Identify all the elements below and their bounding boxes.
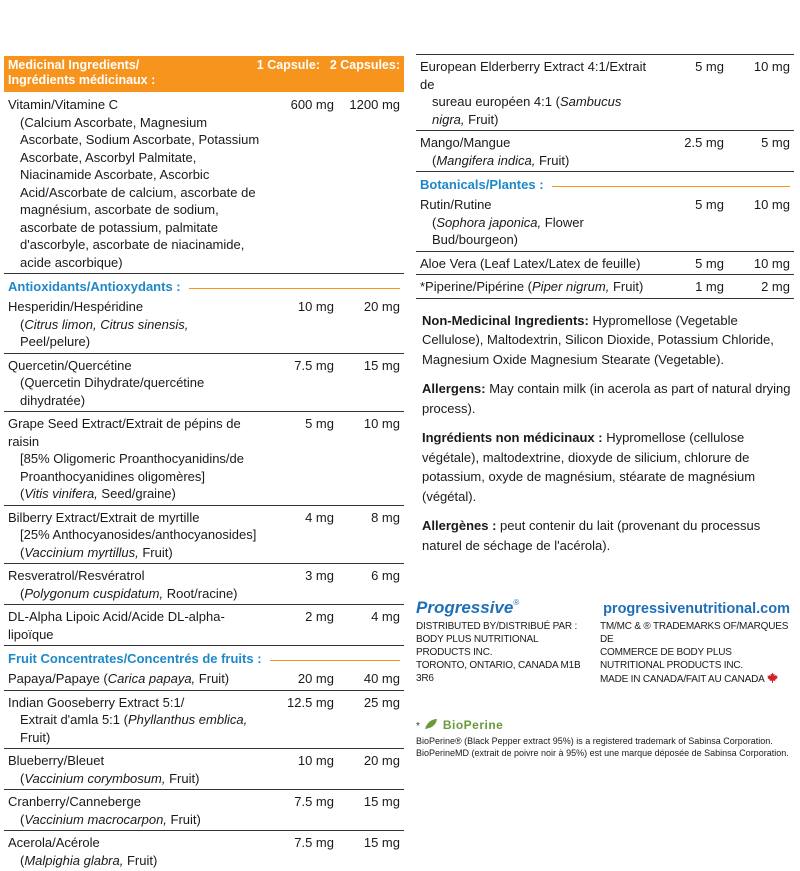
ingredient-row bbox=[4, 506, 404, 565]
dose-2-capsules: 4 mg bbox=[371, 609, 400, 624]
section-title-antioxidants: Antioxidants/Antioxydants : bbox=[4, 274, 404, 295]
dose-1-capsule: 5 mg bbox=[695, 255, 724, 271]
ingredient-detail: (Vaccinium corymbosum, Fruit) bbox=[20, 770, 200, 786]
ingredient-detail: (Quercetin Dihydrate/quercétine dihydratée) bbox=[20, 375, 205, 408]
dose-2-capsules: 10 mg bbox=[753, 59, 790, 74]
dose-2-capsules: 2 mg bbox=[761, 279, 790, 294]
ingredient-standardization: [25% Anthocyanosides/anthocyanosides] bbox=[20, 527, 257, 542]
ingredient-name: Bilberry Extract/Extrait de myrtille bbox=[8, 509, 200, 525]
ingredient-name: Indian Gooseberry Extract 5:1/ bbox=[8, 694, 185, 710]
section-title-botanicals: Botanicals/Plantes : bbox=[416, 172, 794, 193]
dose-1-capsule: 2.5 mg bbox=[684, 135, 724, 150]
table-header bbox=[4, 56, 404, 92]
dose-1-capsule: 5 mg bbox=[695, 197, 724, 212]
dose-1-capsule: 1 mg bbox=[695, 279, 724, 294]
dose-2-capsules: 15 mg bbox=[363, 835, 400, 850]
ingredient-detail: (Polygonum cuspidatum, Root/racine) bbox=[20, 585, 238, 601]
ingredient-detail: (Sophora japonica, Flower Bud/bourgeon) bbox=[432, 214, 584, 247]
ingredient-detail: sureau européen 4:1 (Sambucus nigra, Fruit) bbox=[432, 94, 622, 127]
bioperine-trademark-fr: BioPerineMD (extrait de poivre noir à 95%) est une marque déposée de Sabinsa Corporation. bbox=[416, 747, 789, 758]
botanicals-list bbox=[416, 193, 794, 299]
dose-2-capsules: 40 mg bbox=[363, 671, 400, 686]
ingredient-row bbox=[4, 564, 404, 605]
ingredient-row bbox=[4, 412, 404, 506]
section-title-fruit-concentrates: Fruit Concentrates/Concentrés de fruits : bbox=[4, 646, 404, 667]
maple-leaf-icon bbox=[767, 674, 778, 685]
dose-2-capsules: 20 mg bbox=[363, 299, 400, 314]
dose-1-capsule: 20 mg bbox=[297, 671, 334, 686]
ingredient-name: Rutin/Rutine bbox=[420, 197, 492, 212]
ingredient-detail: (Calcium Ascorbate, Magnesium Ascorbate, Sodium Ascorbate, Potassium Ascorbate, Ascorbyl Palmitate, Niacinamide Ascorbate, Ascorbic Acid/Ascorbate de calcium, ascorbate de magnésium, ascorbate de sodium, ascorbate de potassium, palmitate d'ascorbyle, ascorbate de niacinamide, acide ascorbique) bbox=[20, 114, 260, 270]
dose-2-capsules: 5 mg bbox=[761, 135, 790, 150]
ingredient-row bbox=[416, 131, 794, 172]
dose-1-capsule: 2 mg bbox=[305, 609, 334, 624]
dose-1-capsule: 3 mg bbox=[305, 568, 334, 583]
dose-2-capsules: 1200 mg bbox=[349, 97, 400, 112]
bioperine-block bbox=[416, 716, 796, 759]
bioperine-trademark-en: BioPerine® (Black Pepper extract 95%) is a registered trademark of Sabinsa Corporation. bbox=[416, 736, 773, 746]
ingredient-row bbox=[4, 749, 404, 790]
ingredient-name: Grape Seed Extract/Extrait de pépins de raisin bbox=[8, 416, 241, 449]
header-ingredients: Medicinal Ingredients/ Ingrédients médicinaux : bbox=[8, 58, 156, 87]
ingredient-name: Mango/Mangue bbox=[420, 135, 511, 150]
paragraph-label: Ingrédients non médicinaux : bbox=[422, 430, 603, 445]
dose-1-capsule: 5 mg bbox=[695, 59, 724, 74]
ingredient-name: Aloe Vera (Leaf Latex/Latex de feuille) bbox=[420, 255, 641, 271]
ingredient-name: Quercetin/Quercétine bbox=[8, 357, 132, 373]
dose-2-capsules: 25 mg bbox=[363, 694, 400, 710]
info-paragraph: Allergens: May contain milk (in acerola as part of natural drying process). bbox=[422, 381, 791, 416]
ingredient-row bbox=[416, 193, 794, 252]
dose-2-capsules: 10 mg bbox=[753, 197, 790, 212]
ingredient-name: Hesperidin/Hespéridine bbox=[8, 299, 144, 314]
ingredient-detail: (Vitis vinifera, Seed/graine) bbox=[20, 486, 176, 501]
header-2-capsules: 2 Capsules: bbox=[329, 58, 400, 72]
ingredient-name: European Elderberry Extract 4:1/Extrait de bbox=[420, 59, 647, 92]
paragraph-label: Allergènes : bbox=[422, 518, 497, 533]
ingredient-row bbox=[4, 354, 404, 413]
ingredient-row bbox=[4, 831, 404, 871]
footer bbox=[416, 598, 796, 759]
dose-2-capsules: 15 mg bbox=[363, 357, 400, 373]
info-paragraph: Ingrédients non médicinaux : Hypromellose (cellulose végétale), maltodextrine, dioxyde de silicium, chlorure de potassium, oxyde de magnésium, stéarate de magnésium (végétal). bbox=[422, 430, 756, 504]
info-paragraph: Allergènes : peut contenir du lait (provenant du processus naturel de séchage de l'acérola). bbox=[422, 518, 761, 553]
dose-1-capsule: 5 mg bbox=[305, 416, 334, 431]
dose-1-capsule: 7.5 mg bbox=[294, 794, 334, 809]
ingredient-name: Papaya/Papaye (Carica papaya, Fruit) bbox=[8, 671, 230, 686]
medicinal-table-left bbox=[4, 56, 404, 871]
paragraph-label: Non-Medicinal Ingredients: bbox=[422, 312, 589, 328]
dose-1-capsule: 600 mg bbox=[290, 97, 334, 112]
ingredient-row bbox=[4, 605, 404, 646]
non-medicinal-info bbox=[416, 311, 794, 556]
ingredient-row bbox=[416, 55, 794, 131]
ingredient-row bbox=[4, 295, 404, 354]
ingredient-row bbox=[4, 790, 404, 831]
dose-2-capsules: 10 mg bbox=[753, 255, 790, 271]
dose-1-capsule: 10 mg bbox=[297, 753, 334, 768]
dose-2-capsules: 15 mg bbox=[363, 794, 400, 809]
distributor-info: DISTRIBUTED BY/DISTRIBUÉ PAR : BODY PLUS NUTRITIONAL PRODUCTS INC. TORONTO, ONTARIO, CANADA M1B 3R6 bbox=[416, 621, 581, 684]
dose-2-capsules: 6 mg bbox=[371, 568, 400, 583]
dose-1-capsule: 7.5 mg bbox=[294, 835, 334, 850]
dose-1-capsule: 7.5 mg bbox=[294, 357, 334, 373]
ingredient-detail: Extrait d'amla 5:1 (Phyllanthus emblica, Fruit) bbox=[20, 712, 248, 745]
dose-2-capsules: 10 mg bbox=[363, 416, 400, 431]
dose-1-capsule: 4 mg bbox=[305, 509, 334, 525]
ingredient-name: Acerola/Acérole bbox=[8, 835, 100, 850]
dose-1-capsule: 10 mg bbox=[297, 299, 334, 314]
ingredient-detail: (Citrus limon, Citrus sinensis, Peel/pelure) bbox=[20, 316, 189, 349]
ingredient-detail: (Vaccinium macrocarpon, Fruit) bbox=[20, 811, 201, 827]
ingredient-row bbox=[416, 252, 794, 276]
ingredient-name: DL-Alpha Lipoic Acid/Acide DL-alpha-lipoïque bbox=[8, 609, 225, 642]
ingredient-name: Resveratrol/Resvératrol bbox=[8, 568, 145, 583]
ingredient-standardization: [85% Oligomeric Proanthocyanidins/de Proanthocyanidines oligomères] bbox=[20, 451, 245, 484]
ingredient-detail: (Malpighia glabra, Fruit) bbox=[20, 852, 158, 868]
section-divider bbox=[552, 186, 790, 187]
leaf-icon bbox=[424, 718, 438, 730]
ingredient-detail: (Vaccinium myrtillus, Fruit) bbox=[20, 544, 173, 560]
trademark-info: TM/MC & ® TRADEMARKS OF/MARQUES DE COMMERCE DE BODY PLUS NUTRITIONAL PRODUCTS INC. MADE IN CANADA/FAIT AU CANADA bbox=[600, 621, 789, 685]
ingredient-row bbox=[416, 275, 794, 299]
bioperine-logo: * BioPerine bbox=[416, 718, 504, 732]
antioxidants-list bbox=[4, 295, 404, 646]
website-link[interactable]: progressivenutritional.com bbox=[603, 601, 790, 617]
fruit-concentrates-list bbox=[4, 667, 404, 871]
ingredient-row bbox=[4, 691, 404, 750]
ingredient-name: Vitamin/Vitamine C bbox=[8, 97, 119, 112]
dose-2-capsules: 20 mg bbox=[363, 753, 400, 768]
section-divider bbox=[270, 660, 400, 661]
info-paragraph: Non-Medicinal Ingredients: Hypromellose (Vegetable Cellulose), Maltodextrin, Silicon Dioxide, Potassium Chloride, Magnesium Oxide Magnesium Stearate (Vegetable). bbox=[422, 312, 774, 367]
ingredient-name: *Piperine/Pipérine (Piper nigrum, Fruit) bbox=[420, 279, 644, 294]
ingredient-name: Cranberry/Canneberge bbox=[8, 794, 141, 809]
dose-2-capsules: 8 mg bbox=[371, 509, 400, 525]
header-1-capsule: 1 Capsule: bbox=[256, 58, 320, 72]
fruit-concentrates-continued bbox=[416, 54, 794, 172]
ingredient-detail: (Mangifera indica, Fruit) bbox=[432, 152, 570, 168]
brand-logo: Progressive® bbox=[416, 598, 520, 617]
section-divider bbox=[189, 288, 400, 289]
ingredient-name: Blueberry/Bleuet bbox=[8, 753, 105, 768]
medicinal-table-right bbox=[416, 54, 794, 565]
ingredient-row-vitamin-c bbox=[4, 92, 404, 274]
dose-1-capsule: 12.5 mg bbox=[287, 694, 334, 710]
ingredient-row bbox=[4, 667, 404, 691]
paragraph-label: Allergens: bbox=[422, 381, 486, 396]
